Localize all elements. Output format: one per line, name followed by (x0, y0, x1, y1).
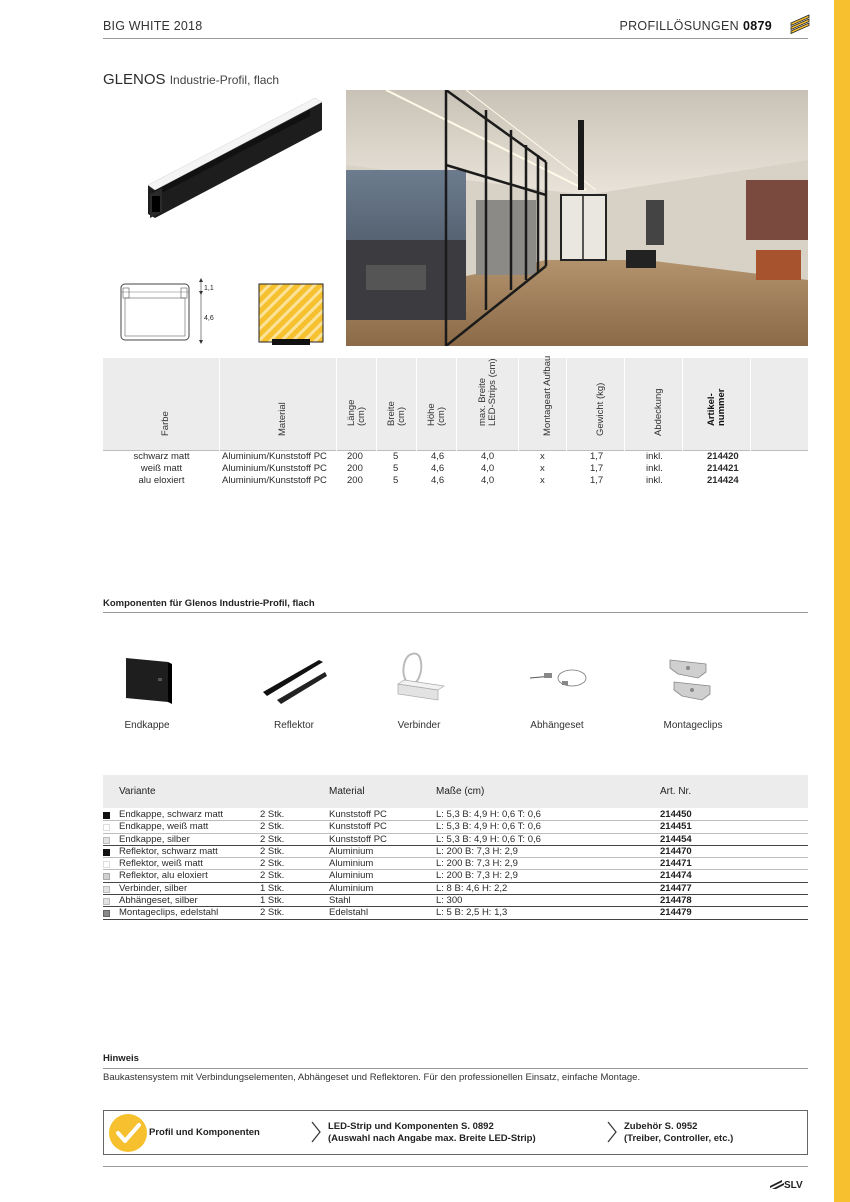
page-header (103, 17, 808, 39)
col-hoehe: Höhe (cm) (417, 358, 457, 451)
drawing-height-label: 1,1 (204, 285, 214, 292)
nav-step-accessories[interactable]: Zubehör S. 0952 (Treiber, Controller, etc.) (624, 1121, 734, 1144)
component-label: Reflektor (273, 720, 314, 731)
component-endkappe (92, 650, 202, 731)
endcap-image (112, 650, 182, 710)
component-verbinder (364, 650, 474, 731)
spec-row: weiß matt Aluminium/Kunststoff PC 200 5 4,6 4,0 x 1,7 inkl. 214421 (140, 463, 739, 474)
col-farbe: Farbe (103, 358, 220, 451)
profile-cross-section-drawing (115, 278, 225, 348)
slv-stripes-icon (788, 11, 812, 35)
accessory-row: Endkappe, schwarz matt 2 Stk. Kunststoff PC L: 5,3 B: 4,9 H: 0,6 T: 0,6 214450 (103, 809, 808, 821)
accessories-table (103, 775, 808, 920)
product-name: GLENOS (103, 71, 166, 88)
color-swatch (103, 873, 110, 880)
component-abhaengeset (502, 650, 612, 731)
accessory-row: Endkappe, weiß matt 2 Stk. Kunststoff PC L: 5,3 B: 4,9 H: 0,6 T: 0,6 214451 (103, 821, 808, 833)
color-swatch (103, 837, 110, 844)
yellow-side-bar (834, 0, 850, 1202)
col-artikelnummer: Artikel- nummer (683, 358, 751, 451)
drawing-depth-label: 4,6 (204, 315, 214, 322)
col-laenge: Länge (cm) (337, 358, 377, 451)
color-swatch (103, 861, 110, 868)
spec-table-header (103, 355, 808, 451)
col-empty (751, 358, 808, 451)
suspension-set-image (522, 650, 592, 710)
spec-row: alu eloxiert Aluminium/Kunststoff PC 200 5 4,6 4,0 x 1,7 inkl. 214424 (138, 475, 739, 486)
component-montageclips (638, 650, 748, 731)
catalog-brand: BIG WHITE 2018 (103, 19, 203, 33)
chevron-right-icon (606, 1121, 618, 1143)
product-title (103, 71, 279, 88)
page-number: 0879 (742, 19, 772, 33)
accessory-row: Verbinder, silber 1 Stk. Aluminium L: 8 B: 4,6 H: 2,2 214477 (103, 883, 808, 895)
col-breite: Breite (cm) (377, 358, 417, 451)
col-abdeckung: Abdeckung (625, 358, 683, 451)
component-label: Endkappe (124, 720, 170, 731)
chevron-right-icon (310, 1121, 322, 1143)
product-system-nav (103, 1110, 808, 1155)
component-label: Abhängeset (530, 720, 584, 731)
accessory-row: Reflektor, alu eloxiert 2 Stk. Aluminium L: 200 B: 7,3 H: 2,9 214474 (103, 870, 808, 882)
col-max-breite: max. Breite LED-Strips (cm) (457, 358, 519, 451)
color-swatch (103, 910, 110, 917)
section-title: PROFILLÖSUNGEN 0879 (619, 19, 772, 33)
component-label: Verbinder (397, 720, 441, 731)
hint-title: Hinweis (103, 1053, 808, 1069)
color-swatch (103, 886, 110, 893)
col-material: Material (220, 358, 337, 451)
components-title: Komponenten für Glenos Industrie-Profil, flach (103, 598, 808, 613)
col-montageart: Montageart Aufbau (519, 358, 567, 451)
slv-logo: SLV (770, 1179, 803, 1191)
accessory-row: Reflektor, weiß matt 2 Stk. Aluminium L: 200 B: 7,3 H: 2,9 214471 (103, 858, 808, 870)
connector-image (384, 650, 454, 710)
profile-product-image (140, 90, 325, 220)
accessory-row: Endkappe, silber 2 Stk. Kunststoff PC L: 5,3 B: 4,9 H: 0,6 T: 0,6 214454 (103, 834, 808, 846)
component-label: Montageclips (663, 720, 723, 731)
slv-stripes-icon (770, 1179, 784, 1189)
accessory-row: Reflektor, schwarz matt 2 Stk. Aluminium L: 200 B: 7,3 H: 2,9 214470 (103, 846, 808, 858)
col-gewicht: Gewicht (kg) (567, 358, 625, 451)
color-swatch (103, 898, 110, 905)
nav-step-led-strip[interactable]: LED-Strip und Komponenten S. 0892 (Auswahl nach Angabe max. Breite LED-Strip) (328, 1121, 536, 1144)
spec-row: schwarz matt Aluminium/Kunststoff PC 200 5 4,6 4,0 x 1,7 inkl. 214420 (133, 451, 739, 462)
product-subtitle: Industrie-Profil, flach (169, 73, 280, 87)
component-reflektor (239, 650, 349, 731)
hint-text: Baukastensystem mit Verbindungselementen, Abhängeset und Reflektoren. Für den professionellen Einsatz, einfache Montage. (103, 1072, 641, 1083)
color-swatch (103, 824, 110, 831)
spec-table (103, 355, 808, 487)
footer-divider (103, 1166, 808, 1167)
nav-step-current: Profil und Komponenten (149, 1127, 260, 1138)
color-swatch (103, 849, 110, 856)
light-output-icon (258, 283, 324, 347)
accessory-row: Montageclips, edelstahl 2 Stk. Edelstahl L: 5 B: 2,5 H: 1,3 214479 (103, 907, 808, 919)
accessories-header: Variante Material Maße (cm) Art. Nr. (103, 775, 808, 808)
mounting-clips-image (658, 650, 728, 710)
reflector-image (259, 650, 329, 710)
check-circle-icon (108, 1113, 148, 1153)
color-swatch (103, 812, 110, 819)
application-room-photo (346, 90, 808, 346)
accessory-row: Abhängeset, silber 1 Stk. Stahl L: 300 214478 (103, 895, 808, 907)
